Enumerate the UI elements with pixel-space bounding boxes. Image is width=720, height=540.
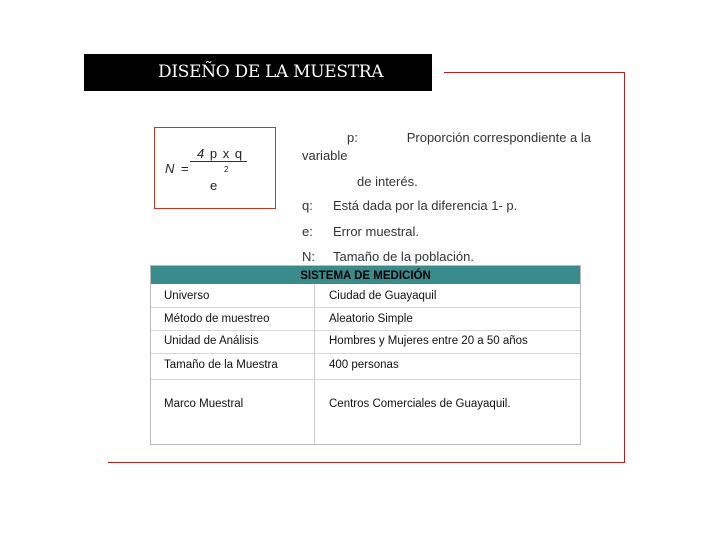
definition-p-line2: variable <box>302 148 348 163</box>
row-divider <box>151 307 580 308</box>
row-divider <box>151 330 580 331</box>
definition-p-line1 <box>347 130 591 145</box>
definition-q-key: q: <box>302 198 313 213</box>
column-divider <box>314 284 315 444</box>
frame-line-top <box>444 72 625 73</box>
formula-numerator <box>197 146 243 161</box>
formula-exponent: 2 <box>224 165 229 174</box>
frame-line-right <box>624 72 625 463</box>
formula-denominator: e <box>210 178 218 193</box>
definition-q <box>302 198 517 213</box>
frame-line-bottom <box>108 462 625 463</box>
definition-n <box>302 249 474 264</box>
table-row-value: Aleatorio Simple <box>329 313 413 325</box>
table-row-value: Hombres y Mujeres entre 20 a 50 años <box>329 335 528 347</box>
row-divider <box>151 353 580 354</box>
definition-n-key: N: <box>302 249 315 264</box>
definition-q-text: Está dada por la diferencia 1- p. <box>333 198 518 213</box>
definition-e <box>302 224 419 239</box>
definition-e-key: e: <box>302 224 313 239</box>
table-row-label: Método de muestreo <box>164 313 270 325</box>
definition-p-line3: de interés. <box>357 174 418 189</box>
formula-equals: = <box>181 161 189 176</box>
measurement-table <box>150 265 581 445</box>
row-divider <box>151 379 580 380</box>
table-row-label: Unidad de Análisis <box>164 335 259 347</box>
table-row-label: Tamaño de la Muestra <box>164 359 278 371</box>
definition-p-text: Proporción correspondiente a la <box>406 130 591 145</box>
title-bar <box>84 54 432 91</box>
fraction-line <box>190 161 247 162</box>
formula-pq: p x q <box>209 146 244 161</box>
table-header: SISTEMA DE MEDICIÓN <box>151 266 580 284</box>
table-row-value: 400 personas <box>329 359 399 371</box>
table-row-value: Centros Comerciales de Guayaquil. <box>329 398 511 410</box>
formula-coefficient: 4 <box>197 146 206 161</box>
page-title: DISEÑO DE LA MUESTRA <box>158 62 384 82</box>
table-row-label: Universo <box>164 290 210 302</box>
formula-lhs: N <box>165 161 175 176</box>
definition-e-text: Error muestral. <box>333 224 419 239</box>
definition-n-text: Tamaño de la población. <box>333 249 474 264</box>
table-row-value: Ciudad de Guayaquil <box>329 290 437 302</box>
table-row-label: Marco Muestral <box>164 398 244 410</box>
definition-p-key: p: <box>347 130 358 145</box>
